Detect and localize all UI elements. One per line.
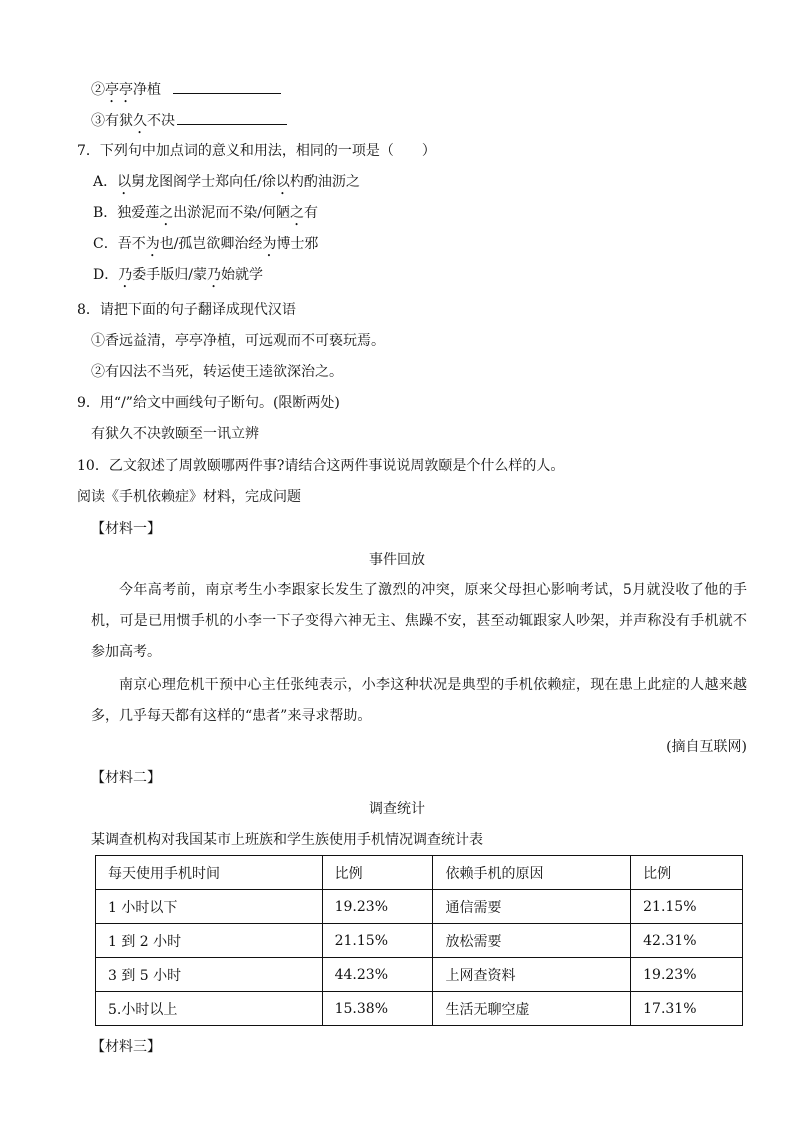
q10-stem: 10．乙文叙述了周敦颐哪两件事?请结合这两件事说说周敦颐是个什么样的人。 <box>77 458 565 474</box>
item-marker: ③ <box>91 113 105 129</box>
table-caption: 某调查机构对我国某市上班族和学生族使用手机情况调查统计表 <box>91 832 483 848</box>
dotted-word: 以 <box>117 174 132 190</box>
q8-item-2 <box>91 362 343 382</box>
table-cell: 44.23% <box>322 958 433 992</box>
option-text: 也/孤岂欲卿治经 <box>159 236 263 252</box>
dotted-word: 久 <box>133 113 147 129</box>
q8-stem: 8．请把下面的句子翻译成现代汉语 <box>77 302 296 318</box>
material-1-title: 事件回放 <box>369 552 425 568</box>
dotted-word: 乃 <box>206 267 221 283</box>
option-label: D． <box>93 267 119 283</box>
option-text: 杓酌油沥之 <box>289 174 360 190</box>
material-1-paragraph-1: 今年高考前，南京考生小李跟家长发生了激烈的冲突，原来父母担心影响考试，5月就没收了他的手机，可是已用惯手机的小李一下子变得六神无主、焦躁不安，甚至动辄跟家人吵架，并声称没有手机就不参加高考。 <box>91 582 747 660</box>
material-1-source: (摘自互联网) <box>666 739 747 755</box>
table-header-cell: 依赖手机的原因 <box>433 856 631 890</box>
table-header-cell: 每天使用手机时间 <box>96 856 323 890</box>
item-text-post: 净植 <box>133 82 161 98</box>
material-3-label: 【材料三】 <box>91 1039 161 1055</box>
q6-item-3 <box>91 110 287 137</box>
table-cell: 放松需要 <box>433 924 631 958</box>
table-cell: 21.15% <box>322 924 433 958</box>
q6-item-2 <box>91 79 281 106</box>
option-label: C． <box>93 236 118 252</box>
table-cell: 21.15% <box>631 890 743 924</box>
table-header-cell: 比例 <box>631 856 743 890</box>
option-text: 独爱莲 <box>117 205 160 221</box>
table-header-row <box>96 856 743 890</box>
material-2-label: 【材料二】 <box>91 770 161 786</box>
table-cell: 5.小时以上 <box>96 992 323 1026</box>
q7-option-c <box>93 234 318 260</box>
table-row <box>96 924 743 958</box>
dotted-word: 为 <box>145 236 160 252</box>
material-1-paragraph-2: 南京心理危机干预中心主任张纯表示，小李这种状况是典型的手机依赖症，现在患上此症的人越来越多，几乎每天都有这样的“患者”来寻求帮助。 <box>91 677 747 724</box>
item-text: 香远益清，亭亭净植，可远观而不可亵玩焉。 <box>105 333 385 349</box>
table-header-cell: 比例 <box>322 856 433 890</box>
material-1-label: 【材料一】 <box>91 521 161 537</box>
table-cell: 19.23% <box>631 958 743 992</box>
table-cell: 15.38% <box>322 992 433 1026</box>
reading-intro: 阅读《手机依赖症》材料，完成问题 <box>77 489 301 505</box>
option-text: 博士邪 <box>276 236 319 252</box>
item-marker: ① <box>91 333 105 349</box>
q9-sentence: 有狱久不决敦颐至一讯立辨 <box>91 426 259 442</box>
item-text-post: 不决 <box>147 113 175 129</box>
option-label: B． <box>93 205 118 221</box>
item-marker: ② <box>91 82 105 98</box>
item-text: 有囚法不当死，转运使王逵欲深治之。 <box>105 364 343 380</box>
option-label: A． <box>93 174 118 190</box>
dotted-word: 以 <box>275 174 290 190</box>
table-row <box>96 890 743 924</box>
option-text: 出淤泥而不染/何陋 <box>173 205 291 221</box>
table-cell: 17.31% <box>631 992 743 1026</box>
q7-option-d <box>93 265 263 291</box>
dotted-word: 亭亭 <box>105 82 133 98</box>
table-cell: 上网查资料 <box>433 958 631 992</box>
table-cell: 1 到 2 小时 <box>96 924 323 958</box>
table-cell: 3 到 5 小时 <box>96 958 323 992</box>
answer-blank[interactable] <box>173 79 281 94</box>
q7-option-a <box>93 172 360 198</box>
answer-blank[interactable] <box>177 110 287 125</box>
table-cell: 生活无聊空虚 <box>433 992 631 1026</box>
option-text: 吾不 <box>117 236 146 252</box>
dotted-word: 之 <box>290 205 305 221</box>
option-text: 有 <box>304 205 319 221</box>
option-text: 始就学 <box>220 267 263 283</box>
table-cell: 42.31% <box>631 924 743 958</box>
q7-stem: 7．下列句中加点词的意义和用法，相同的一项是（ ） <box>77 143 436 159</box>
table-row <box>96 958 743 992</box>
dotted-word: 乃 <box>118 267 133 283</box>
table-cell: 19.23% <box>322 890 433 924</box>
dotted-word: 之 <box>159 205 174 221</box>
q8-item-1 <box>91 331 385 351</box>
q9-stem: 9．用“/”给文中画线句子断句。(限断两处) <box>77 395 340 411</box>
option-text: 委手版归/蒙 <box>132 267 207 283</box>
material-2-title: 调查统计 <box>369 801 425 817</box>
table-cell: 1 小时以下 <box>96 890 323 924</box>
option-text: 舅龙图阁学士郑向任/徐 <box>131 174 276 190</box>
dotted-word: 为 <box>262 236 277 252</box>
table-row <box>96 992 743 1026</box>
item-marker: ② <box>91 364 105 380</box>
usage-statistics-table <box>95 855 743 1026</box>
table-cell: 通信需要 <box>433 890 631 924</box>
item-text-pre: 有狱 <box>105 113 133 129</box>
q7-option-b <box>93 203 318 229</box>
